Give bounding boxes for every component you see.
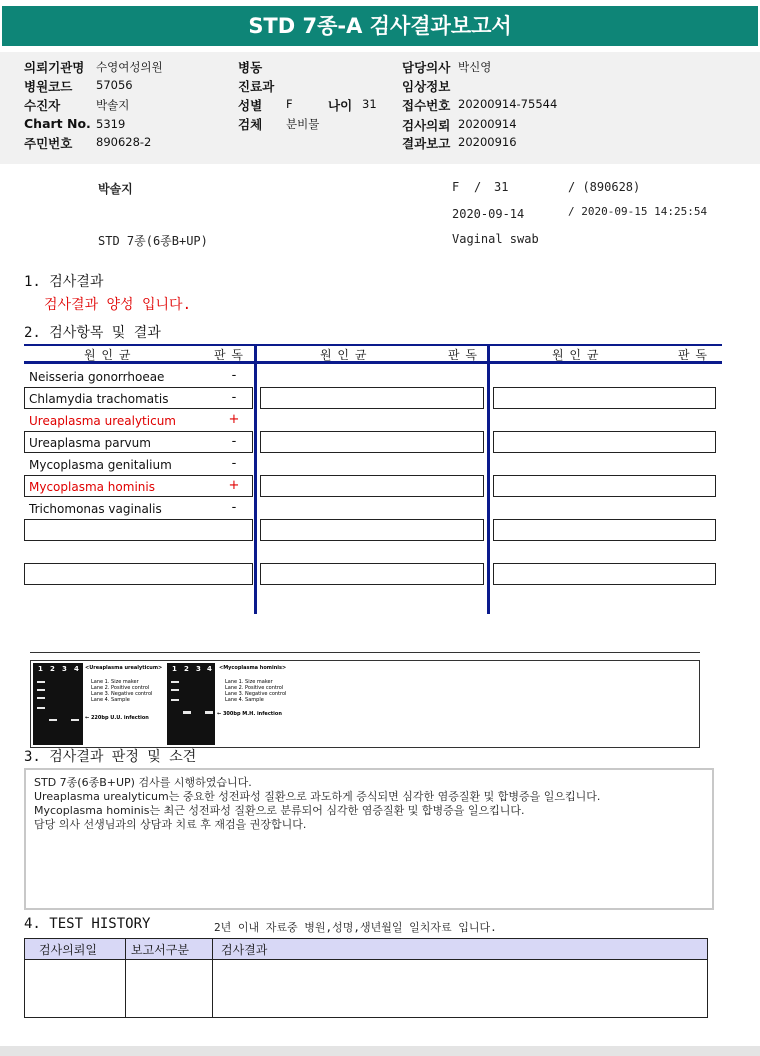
lane-number: 2 bbox=[50, 665, 55, 673]
summary-name: 박솔지 bbox=[98, 182, 133, 196]
section1-title: 1. 검사결과 bbox=[24, 274, 104, 290]
lane-number: 1 bbox=[38, 665, 43, 673]
table-divider-1 bbox=[254, 346, 257, 614]
gel-left bbox=[33, 663, 83, 745]
hospital-code-label: 병원코드 bbox=[24, 79, 73, 94]
lane-number: 1 bbox=[172, 665, 177, 673]
lane-number: 4 bbox=[74, 665, 79, 673]
history-col-request-date: 검사의뢰일 bbox=[39, 943, 97, 957]
pathogen-name-positive: Mycoplasma hominis bbox=[29, 480, 155, 494]
gel-top-rule bbox=[30, 652, 700, 653]
pathogen-result: - bbox=[231, 456, 237, 471]
gel-band bbox=[205, 711, 213, 714]
gel-right-band-text: 300bp M.H. infection bbox=[222, 711, 282, 717]
pathogen-name: Chlamydia trachomatis bbox=[29, 392, 169, 406]
pathogen-name: Mycoplasma genitalium bbox=[29, 458, 172, 472]
gel-band bbox=[183, 711, 191, 714]
resident-no-value: 890628-2 bbox=[96, 135, 152, 149]
sex-value: F bbox=[286, 97, 293, 111]
pathogen-result: - bbox=[231, 434, 237, 449]
request-date-value: 20200914 bbox=[458, 117, 517, 131]
gel-left-lane: Lane 2. Positive control bbox=[91, 685, 150, 691]
summary-age: 31 bbox=[494, 180, 509, 194]
section4-note: 2년 이내 자료중 병원,성명,생년월일 일치자료 입니다. bbox=[214, 921, 497, 934]
age-label: 나이 bbox=[328, 98, 353, 113]
gel-band bbox=[171, 681, 179, 683]
col1-pathogen-header: 원 인 균 bbox=[84, 348, 132, 362]
row-box bbox=[24, 519, 253, 541]
summary-date2: / 2020-09-15 14:25:54 bbox=[568, 205, 708, 218]
history-col-result: 검사결과 bbox=[221, 943, 268, 957]
institution-value: 수영여성의원 bbox=[96, 60, 163, 74]
gel-band bbox=[71, 719, 79, 721]
report-title: STD 7종-A 검사결과보고서 bbox=[2, 6, 758, 46]
gel-left-title: <Ureaplasma urealyticum> bbox=[85, 665, 163, 671]
row-box bbox=[493, 431, 716, 453]
row-box bbox=[493, 475, 716, 497]
patient-label: 수진자 bbox=[24, 98, 61, 113]
report-date-value: 20200916 bbox=[458, 135, 517, 149]
summary-test: STD 7종(6종B+UP) bbox=[98, 234, 208, 248]
gel-right-lane: Lane 4. Sample bbox=[225, 697, 264, 703]
gel-band bbox=[37, 697, 45, 699]
report-header bbox=[0, 0, 760, 52]
row-box bbox=[260, 519, 484, 541]
col2-pathogen-header: 원 인 균 bbox=[320, 348, 368, 362]
history-col-report-type: 보고서구분 bbox=[131, 943, 189, 957]
pathogen-name-positive: Ureaplasma urealyticum bbox=[29, 414, 176, 428]
pathogen-result: - bbox=[231, 390, 237, 405]
lane-number: 3 bbox=[196, 665, 201, 673]
gel-band bbox=[37, 707, 45, 709]
row-box bbox=[24, 563, 253, 585]
gel-right-lane: Lane 2. Positive control bbox=[225, 685, 284, 691]
gel-right-title: <Mycoplasma hominis> bbox=[219, 665, 287, 671]
summary-birth: / (890628) bbox=[568, 180, 641, 194]
row-box bbox=[260, 475, 484, 497]
report-date-label: 결과보고 bbox=[402, 136, 451, 151]
receipt-no-value: 20200914-75544 bbox=[458, 97, 558, 111]
request-date-label: 검사의뢰 bbox=[402, 118, 451, 133]
clinical-info-label: 임상정보 bbox=[402, 79, 451, 94]
pathogen-result-positive: + bbox=[228, 412, 240, 427]
pathogen-result: - bbox=[231, 368, 237, 383]
department-label: 진료과 bbox=[238, 79, 275, 94]
history-col-divider bbox=[212, 939, 213, 1017]
gel-band bbox=[171, 689, 179, 691]
sex-label: 성별 bbox=[238, 98, 263, 113]
pathogen-name: Trichomonas vaginalis bbox=[29, 502, 162, 516]
resident-no-label: 주민번호 bbox=[24, 136, 73, 151]
gel-band bbox=[171, 699, 179, 701]
summary-slash: / bbox=[474, 180, 482, 194]
history-header-row bbox=[25, 939, 707, 960]
summary-date1: 2020-09-14 bbox=[452, 207, 525, 221]
row-box bbox=[493, 563, 716, 585]
patient-value: 박솔지 bbox=[96, 98, 130, 112]
patient-info-panel bbox=[0, 52, 760, 164]
table-divider-2 bbox=[487, 346, 490, 614]
comment-line: 담당 의사 선생님과의 상담과 치료 후 재검을 권장합니다. bbox=[34, 818, 307, 831]
row-box bbox=[260, 431, 484, 453]
gel-left-lane: Lane 4. Sample bbox=[91, 697, 130, 703]
gel-band bbox=[49, 719, 57, 721]
doctor-label: 담당의사 bbox=[402, 60, 451, 75]
lane-number: 3 bbox=[62, 665, 67, 673]
gel-right-band-label: ← 300bp M.H. infection bbox=[217, 711, 282, 717]
specimen-label: 검체 bbox=[238, 117, 263, 132]
gel-left-band-text: 220bp U.U. infection bbox=[90, 715, 149, 721]
gel-electrophoresis-image bbox=[30, 660, 700, 748]
chart-no-label: Chart No. bbox=[24, 116, 91, 131]
gel-right-lane: Lane 3. Negative control bbox=[225, 691, 287, 697]
row-box bbox=[493, 387, 716, 409]
col3-judge-header: 판 독 bbox=[678, 348, 708, 362]
gel-left-lane: Lane 3. Negative control bbox=[91, 691, 153, 697]
gel-band bbox=[37, 681, 45, 683]
section2-title: 2. 검사항목 및 결과 bbox=[24, 325, 161, 341]
history-col-divider bbox=[125, 939, 126, 1017]
chart-no-value: 5319 bbox=[96, 117, 126, 131]
section4-title: 4. TEST HISTORY bbox=[24, 916, 151, 932]
section3-title: 3. 검사결과 판정 및 소견 bbox=[24, 749, 197, 765]
hospital-code-value: 57056 bbox=[96, 78, 133, 92]
gel-band bbox=[37, 689, 45, 691]
findings-comment-box bbox=[24, 768, 714, 910]
row-box bbox=[493, 519, 716, 541]
institution-label: 의뢰기관명 bbox=[24, 60, 85, 75]
receipt-no-label: 접수번호 bbox=[402, 98, 451, 113]
pathogen-result-positive: + bbox=[228, 478, 240, 493]
lane-number: 2 bbox=[184, 665, 189, 673]
test-history-table bbox=[24, 938, 708, 1018]
specimen-value: 분비물 bbox=[286, 117, 320, 131]
pathogen-result: - bbox=[231, 500, 237, 515]
pathogen-name: Neisseria gonorrhoeae bbox=[29, 370, 165, 384]
summary-sex: F bbox=[452, 180, 460, 194]
col2-judge-header: 판 독 bbox=[448, 348, 478, 362]
section1-result: 검사결과 양성 입니다. bbox=[44, 297, 192, 313]
comment-line: STD 7종(6종B+UP) 검사를 시행하였습니다. bbox=[34, 776, 252, 789]
row-box bbox=[260, 387, 484, 409]
doctor-value: 박신영 bbox=[458, 60, 492, 74]
pathogen-name: Ureaplasma parvum bbox=[29, 436, 151, 450]
gel-right-lane: Lane 1. Size maker bbox=[225, 679, 273, 685]
comment-line: Ureaplasma urealyticum는 중요한 성전파성 질환으로 과도하게 증식되면 심각한 염증질환 및 합병증을 일으킵니다. bbox=[34, 790, 601, 803]
footer-strip bbox=[0, 1046, 760, 1056]
gel-left-band-label: ← 220bp U.U. infection bbox=[85, 715, 149, 721]
gel-left-lane: Lane 1. Size maker bbox=[91, 679, 139, 685]
col1-judge-header: 판 독 bbox=[214, 348, 244, 362]
row-box bbox=[260, 563, 484, 585]
comment-line: Mycoplasma hominis는 최근 성전파성 질환으로 분류되어 심각한 염증질환 및 합병증을 일으킵니다. bbox=[34, 804, 525, 817]
summary-specimen: Vaginal swab bbox=[452, 232, 539, 246]
lane-number: 4 bbox=[207, 665, 212, 673]
col3-pathogen-header: 원 인 균 bbox=[552, 348, 600, 362]
gel-right bbox=[167, 663, 215, 745]
age-value: 31 bbox=[362, 97, 377, 111]
ward-label: 병동 bbox=[238, 60, 263, 75]
